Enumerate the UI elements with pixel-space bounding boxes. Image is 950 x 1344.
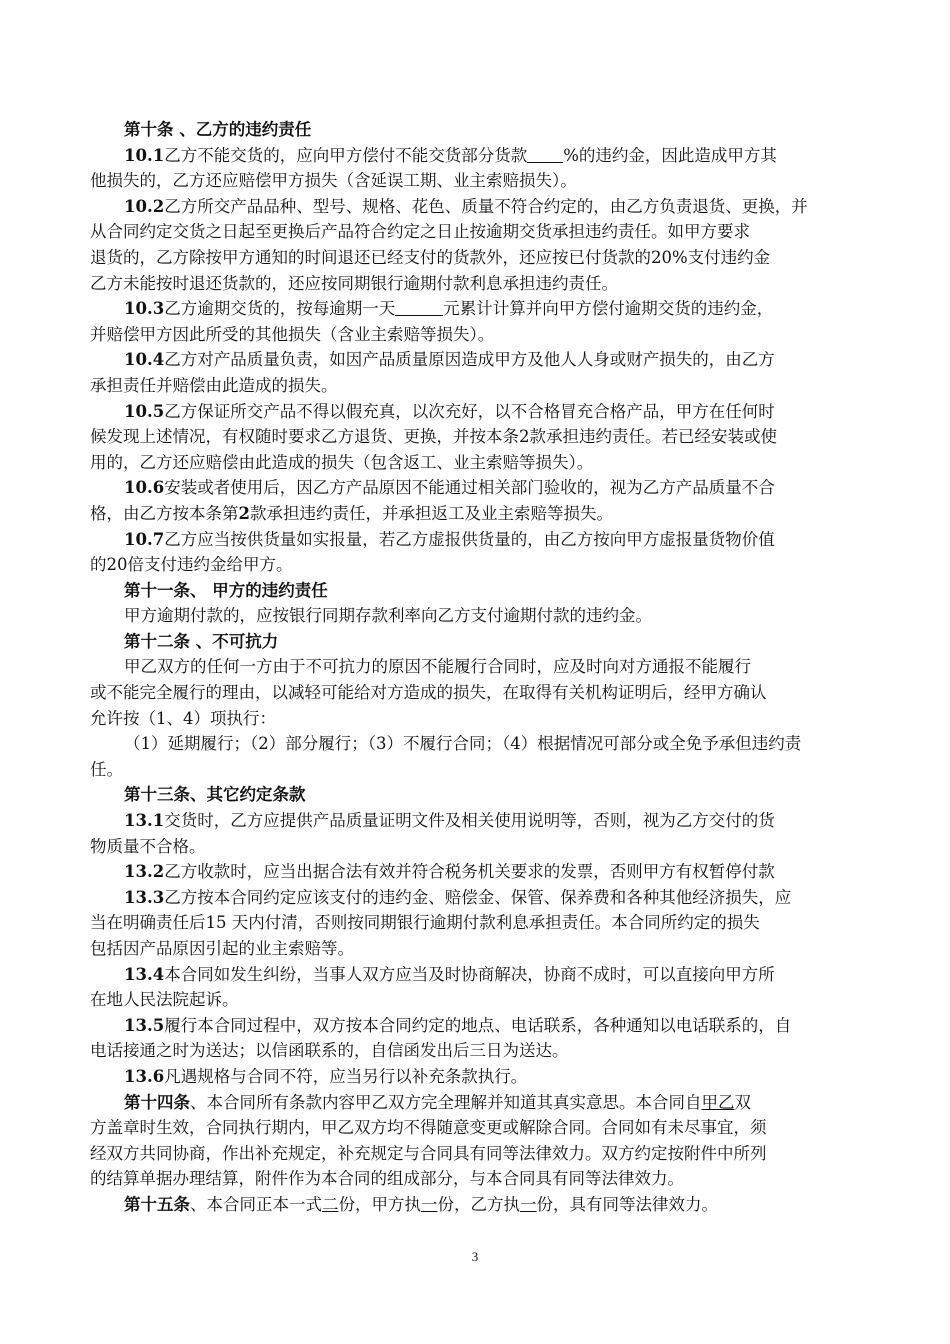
percent-blank — [527, 146, 563, 163]
clause-13-3-cont: 当在明确责任后15 天内付清，否则按同期银行逾期付款利息承担责任。本合同所约定的损失 — [90, 913, 760, 933]
article-14-cont: 的结算单据办理结算，附件作为本合同的组成部分，与本合同具有同等法律效力。 — [90, 1169, 684, 1189]
page-number: 3 — [471, 1249, 479, 1264]
clause-10-7: 10.7乙方应当按供货量如实报量，若乙方虚报供货量的，由乙方按向甲方虚报量货物价值 — [124, 529, 775, 549]
clause-13-5-cont: 电话接通之时为送达；以信函联系的，自信函发出后三日为送达。 — [90, 1041, 569, 1061]
clause-10-3-cont: 并赔偿甲方因此所受的其他损失（含业主索赔等损失）。 — [90, 324, 495, 344]
clause-13-1-cont: 物质量不合格。 — [90, 836, 206, 856]
clause-10-6: 10.6安装或者使用后，因乙方产品原因不能通过相关部门验收的，视为乙方产品质量不合 — [124, 478, 775, 498]
clause-10-1: 10.1乙方不能交货的，应向甲方偿付不能交货部分货款 %的违约金，因此造成甲方其 — [124, 145, 777, 165]
clause-10-2: 10.2乙方所交产品品种、型号、规格、花色、质量不符合约定的，由乙方负责退货、更换，并 — [124, 196, 808, 216]
article-12-heading: 第十二条 、不可抗力 — [124, 631, 279, 651]
clause-13-3: 13.3乙方按本合同约定应该支付的违约金、赔偿金、保管、保养费和各种其他经济损失，应 — [124, 887, 792, 907]
article-11-text: 甲方逾期付款的，应按银行同期存款利率向乙方支付逾期付款的违约金。 — [124, 606, 652, 626]
clause-10-2-cont: 从合同约定交货之日起至更换后产品符合约定之日止按逾期交货承担违约责任。如甲方要求 — [90, 222, 750, 242]
article-14-cont: 经双方共同协商，作出补充规定，补充规定与合同具有同等法律效力。双方约定按附件中所列 — [90, 1143, 767, 1163]
clause-13-2: 13.2乙方收款时，应当出据合法有效并符合税务机关要求的发票，否则甲方有权暂停付款 — [124, 862, 775, 882]
article-12-text: 或不能完全履行的理由，以减轻可能给对方造成的损失，在取得有关机构证明后，经甲方确认 — [90, 683, 767, 703]
clause-10-4-cont: 承担责任并赔偿由此造成的损失。 — [90, 375, 338, 395]
clause-10-6-cont: 格，由乙方按本条第2款承担违约责任，并承担返工及业主索赔等损失。 — [90, 503, 613, 523]
daily-amount-blank — [395, 299, 443, 316]
clause-10-1-cont: 他损失的，乙方还应赔偿甲方损失（含延误工期、业主索赔损失）。 — [90, 171, 577, 191]
article-14-cont: 方盖章时生效，合同执行期内，甲乙双方均不得随意变更或解除合同。合同如有未尽事宜，须 — [90, 1118, 767, 1138]
article-13-heading: 第十三条、其它约定条款 — [124, 785, 306, 805]
clause-13-3-cont: 包括因产品原因引起的业主索赔等。 — [90, 939, 354, 958]
clause-13-4-cont: 在地人民法院起诉。 — [90, 990, 239, 1010]
article-12-text: 允许按（1、4）项执行： — [90, 708, 276, 728]
clause-13-4: 13.4本合同如发生纠纷，当事人双方应当及时协商解决，协商不成时，可以直接向甲方所 — [124, 964, 775, 984]
clause-10-5: 10.5乙方保证所交产品不得以假充真，以次充好，以不合格冒充合格产品，甲方在任何时 — [124, 401, 775, 421]
article-10-heading: 第十条 、乙方的违约责任 — [124, 120, 312, 139]
clause-10-3: 10.3乙方逾期交货的，按每逾期一天 元累计计算并向甲方偿付逾期交货的违约金， — [124, 299, 774, 319]
article-12-text: 甲乙双方的任何一方由于不可抗力的原因不能履行合同时，应及时向对方通报不能履行 — [124, 657, 751, 677]
article-14: 第十四条、本合同所有条款内容甲乙双方完全理解并知道其真实意思。本合同自甲乙双 — [124, 1092, 751, 1112]
article-15: 第十五条、本合同正本一式二份，甲方执一份，乙方执一份，具有同等法律效力。 — [124, 1194, 718, 1214]
article-12-options: （1）延期履行；（2）部分履行；（3）不履行合同；（4）根据情况可部分或全免予承但违约责 — [124, 734, 802, 754]
clause-13-6: 13.6凡遇规格与合同不符，应当另行以补充条款执行。 — [124, 1066, 528, 1086]
clause-13-1: 13.1交货时，乙方应提供产品质量证明文件及相关使用说明等，否则，视为乙方交付的货 — [124, 811, 775, 831]
article-12-options-cont: 任。 — [90, 759, 123, 779]
article-11-heading: 第十一条、 甲方的违约责任 — [124, 580, 328, 600]
clause-10-7-cont: 的20倍支付违约金给甲方。 — [90, 555, 293, 575]
clause-10-5-cont: 候发现上述情况，有权随时要求乙方退货、更换，并按本条2款承担违约责任。若已经安装或使 — [90, 427, 777, 447]
clause-10-4: 10.4乙方对产品质量负责，如因产品质量原因造成甲方及他人人身或财产损失的，由乙方 — [124, 350, 775, 370]
clause-13-5: 13.5履行本合同过程中，双方按本合同约定的地点、电话联系，各种通知以电话联系的，自 — [124, 1015, 792, 1035]
clause-10-5-cont: 用的，乙方还应赔偿由此造成的损失（包含返工、业主索赔等损失）。 — [90, 452, 594, 472]
clause-10-2-cont: 乙方未能按时退还货款的，还应按同期银行逾期付款利息承担违约责任。 — [90, 273, 618, 293]
contract-body — [90, 117, 865, 1218]
clause-10-2-cont: 退货的，乙方除按甲方通知的时间退还已经支付的货款外，还应按已付货款的20%支付违约金 — [90, 247, 771, 267]
